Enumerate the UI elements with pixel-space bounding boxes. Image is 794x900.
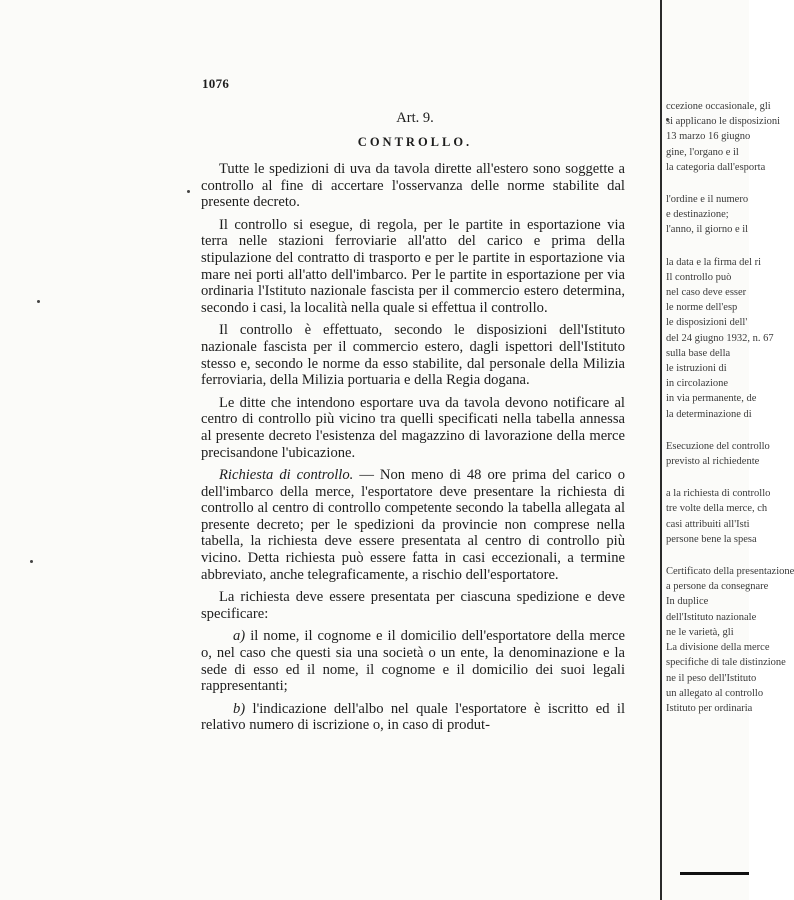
fragment: previsto al richiedente [666, 456, 760, 468]
fragment: a persone da consegnare [666, 581, 769, 593]
fragment: le istruzioni di [666, 363, 727, 375]
fragment: Certificato della presentazione [666, 566, 794, 578]
fragment: la determinazione di [666, 408, 752, 420]
paragraph-1: Tutte le spedizioni di uva da tavola dirette all'estero sono soggette a controllo al fine di accertare l'osservanza delle norme stabilite dal presente decreto. [201, 161, 625, 211]
fragment: Istituto per ordinaria [666, 702, 753, 714]
paragraph-2: Il controllo si esegue, di regola, per le partite in esportazione via terra nelle stazioni ferroviarie all'atto del carico e prima della stipulazione del contratto di trasporto e per le partite in esportazione via mare nei porti all'atto dell'imbarco. Per le partite in esportazione per via ordinaria l'Istituto nazionale fascista per il commercio estero determina, secondo i casi, la località nella quale si effettua il controllo. [201, 216, 625, 316]
fragment: del 24 giugno 1932, n. 67 [666, 332, 774, 344]
article-heading: Art. 9. [396, 110, 434, 126]
article-body [201, 161, 625, 734]
page-edge-mark [680, 872, 749, 875]
list-text-a: il nome, il cognome e il domicilio dell'esportatore della merce o, nel caso che questi sia una società o un ente, la denominazione e la sede di esso ed il nome, il cognome e il domicilio dei suoi legali rappresentanti; [201, 628, 625, 695]
scan-speck [187, 190, 190, 193]
fragment: Esecuzione del controllo [666, 440, 770, 452]
fragment: Il controllo può [666, 271, 732, 283]
fragment: sulla base della [666, 347, 731, 359]
fragment: casi attribuiti all'Isti [666, 518, 750, 530]
fragment: gine, l'organo e il [666, 146, 739, 158]
richiesta-text: — Non meno di 48 ore prima del carico o dell'imbarco della merce, l'esportatore deve presentare la richiesta di controllo al centro di controllo competente secondo la tabella allegata al presente decreto; per le spedizioni da provincie non comprese nella tabella, la richiesta deve essere presentata al centro di controllo più vicino. Detta richiesta può essere fatta in casi eccezionali, a termine abbreviato, anche telegraficamente, a rischio dell'esportatore. [201, 467, 625, 583]
fragment: tre volte della merce, ch [666, 503, 768, 515]
fragment: la categoria dall'esporta [666, 161, 766, 173]
paragraph-4: Le ditte che intendono esportare uva da tavola devono notificare al centro di controllo più vicino tra quelli specificati nella tabella annessa al presente decreto l'esistenza del magazzino di lavorazione della merce precisandone l'ubicazione. [201, 394, 625, 461]
fragment: ne le varietà, gli [666, 626, 734, 638]
fragment: persone bene la spesa [666, 533, 757, 545]
fragment: in via permanente, de [666, 393, 757, 405]
fragment: e destinazione; [666, 209, 729, 221]
fragment: l'ordine e il numero [666, 194, 749, 206]
paragraph-richiesta [201, 467, 625, 583]
scan-speck [37, 300, 40, 303]
fragment: le disposizioni dell' [666, 317, 748, 329]
fragment: 13 marzo 16 giugno [666, 131, 751, 143]
scan-speck [30, 560, 33, 563]
fragment: In duplice [666, 596, 709, 608]
fragment: a la richiesta di controllo [666, 488, 771, 500]
fragment: nel caso deve esser [666, 287, 747, 299]
adjacent-page-edge [660, 0, 794, 900]
section-title: CONTROLLO. [357, 135, 473, 149]
adjacent-page-text [666, 101, 794, 718]
fragment: specifiche di tale distinzione [666, 657, 786, 669]
list-label-b: b) [233, 700, 246, 717]
list-label-a: a) [233, 628, 246, 645]
list-item-a [201, 628, 625, 694]
page-fold-line [660, 0, 662, 900]
fragment: dell'Istituto nazionale [666, 611, 757, 623]
fragment: la data e la firma del ri [666, 256, 762, 268]
richiesta-heading: Richiesta di controllo. [219, 467, 354, 484]
page-number: 1076 [202, 76, 230, 91]
paragraph-3: Il controllo è effettuato, secondo le disposizioni dell'Istituto nazionale fascista per il commercio estero, dagli ispettori dell'Istituto stesso e, secondo le norme da esso stabilite, dal personale della Milizia ferroviaria, della Milizia portuaria e della Regia dogana. [201, 322, 625, 389]
fragment: La divisione della merce [666, 642, 770, 654]
fragment: si applicano le disposizioni [666, 116, 781, 128]
fragment: le norme dell'esp [666, 302, 738, 314]
fragment: in circolazione [666, 378, 729, 390]
paragraph-specifiche: La richiesta deve essere presentata per ciascuna spedizione e deve specificare: [201, 589, 625, 622]
fragment: l'anno, il giorno e il [666, 224, 749, 236]
list-item-b [201, 701, 625, 734]
fragment: ccezione occasionale, gli [666, 101, 771, 112]
list-text-b: l'indicazione dell'albo nel quale l'esportatore è iscritto ed il relativo numero di iscrizione o, in caso di produt- [201, 700, 625, 734]
fragment: ne il peso dell'Istituto [666, 672, 757, 684]
fragment: un allegato al controllo [666, 687, 764, 699]
